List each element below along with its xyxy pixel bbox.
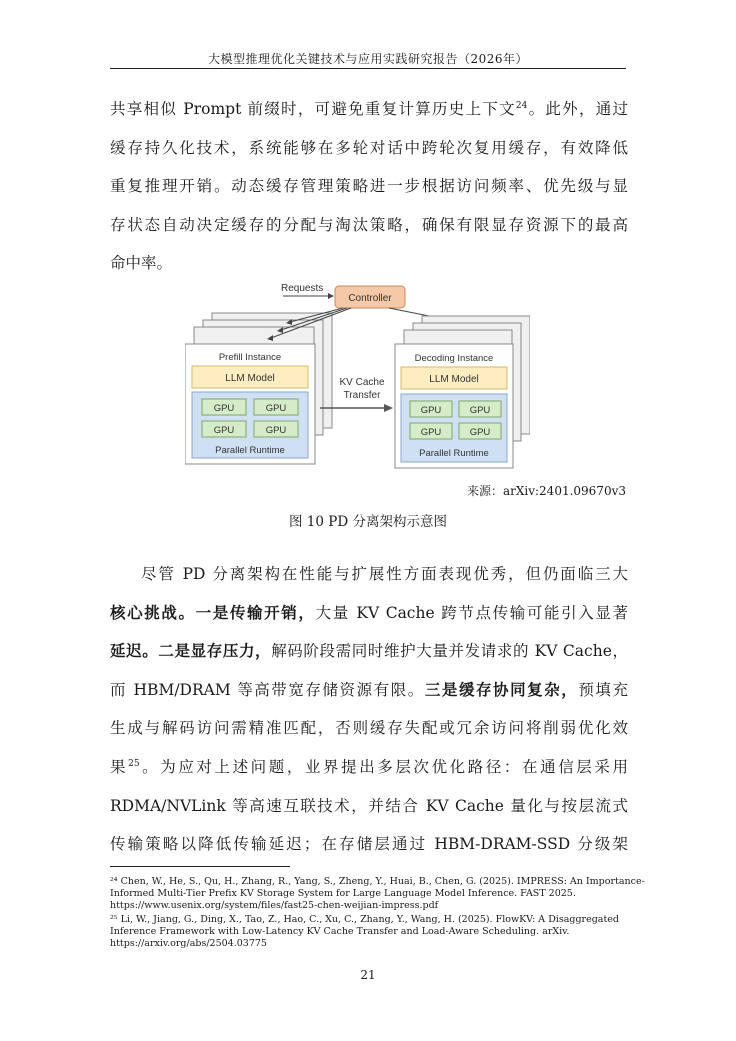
- figure-caption: 图 10 PD 分离架构示意图: [289, 514, 447, 530]
- para2-line-3: 延迟。二是显存压力，解码阶段需同时维护大量并发请求的 KV Cache，: [110, 641, 628, 661]
- svg-text:GPU: GPU: [420, 405, 442, 416]
- decoding-instance-label: Decoding Instance: [414, 353, 494, 364]
- para1-line-4: 存状态自动决定缓存的分配与淘汰策略，确保有限显存资源下的最高: [110, 215, 628, 234]
- svg-text:GPU: GPU: [420, 427, 442, 438]
- prefill-llm-model-label: LLM Model: [225, 373, 275, 384]
- decoding-runtime-label: Parallel Runtime: [419, 448, 489, 459]
- para2-line-7: RDMA/NVLink 等高速互联技术，并结合 KV Cache 量化与按层流式: [110, 796, 628, 815]
- footnote-rule: [110, 866, 290, 867]
- running-header: 大模型推理优化关键技术与应用实践研究报告（2026年）: [207, 52, 529, 66]
- prefill-runtime-label: Parallel Runtime: [215, 445, 285, 456]
- svg-text:GPU: GPU: [265, 425, 287, 436]
- prefill-instance-label: Prefill Instance: [218, 352, 282, 363]
- svg-text:GPU: GPU: [213, 403, 235, 414]
- figure-source: 来源：arXiv:2401.09670v3: [466, 484, 626, 498]
- para1-line-5: 命中率。: [110, 254, 173, 273]
- requests-label: Requests: [281, 283, 324, 294]
- svg-text:GPU: GPU: [265, 403, 287, 414]
- para1-line-2: 缓存持久化技术，系统能够在多轮对话中跨轮次复用缓存，有效降低: [110, 138, 628, 157]
- para2-line-4: 而 HBM/DRAM 等高带宽存储资源有限。三是缓存协同复杂，预填充: [110, 679, 628, 699]
- paragraph-pd-challenges: [110, 555, 628, 864]
- pd-architecture-figure: [185, 278, 530, 473]
- svg-text:GPU: GPU: [469, 405, 491, 416]
- kv-transfer-label-2: Transfer: [343, 390, 381, 401]
- footnote-25-link[interactable]: https://arxiv.org/abs/2504.03775: [110, 938, 267, 949]
- para1-line-3: 重复推理开销。动态缓存管理策略进一步根据访问频率、优先级与显: [110, 177, 628, 196]
- para2-line-1: 尽管 PD 分离架构在性能与扩展性方面表现优秀，但仍面临三大: [141, 565, 628, 583]
- kv-transfer-label-1: KV Cache: [339, 377, 385, 388]
- para2-line-2: 核心挑战。一是传输开销，大量 KV Cache 跨节点传输可能引入显著: [110, 602, 628, 622]
- para2-line-8: 传输策略以降低传输延迟；在存储层通过 HBM-DRAM-SSD 分级架: [110, 835, 628, 854]
- footnote-25: ²⁵ Li, W., Jiang, G., Ding, X., Tao, Z., Hao, C., Xu, C., Zhang, Y., Wang, H. (2025). FlowKV: A Disaggregated Inference Framework with Low-Latency KV Cache Transfer and Load-Aware Scheduling. arXiv. https://arxiv.org/abs/2504.03775: [110, 914, 630, 950]
- footnote-ref-24[interactable]: 24: [515, 100, 528, 111]
- controller-label: Controller: [348, 293, 392, 304]
- para2-line-6: 果$^{25}$。为应对上述问题，业界提出多层次优化路径：在通信层采用: [110, 757, 628, 776]
- para1-line-1: 共享相似 Prompt 前缀时，可避免重复计算历史上下文$^{24}$。此外，通过: [110, 100, 628, 118]
- footnote-24: ²⁴ Chen, W., He, S., Qu, H., Zhang, R., Yang, S., Zheng, Y., Huai, B., Chen, G. (2025). IMPRESS: An Importance- Informed Multi-Tier Prefix KV Storage System for Large Language Model Inference. FAST 2025. https://www.usenix.org/system/files/fast25-chen-weijian-impress.pdf: [110, 876, 645, 911]
- header-rule: [110, 68, 626, 69]
- decoding-llm-model-label: LLM Model: [429, 374, 479, 385]
- footnote-24-link[interactable]: https://www.usenix.org/system/files/fast25-chen-weijian-impress.pdf: [110, 900, 439, 911]
- para2-line-5: 生成与解码访问需精准匹配，否则缓存失配或冗余访问将削弱优化效: [110, 719, 628, 738]
- page-number: 21: [360, 968, 376, 982]
- paragraph-kv-cache-persistence: [110, 90, 628, 283]
- svg-text:GPU: GPU: [469, 427, 491, 438]
- svg-text:GPU: GPU: [213, 425, 235, 436]
- footnote-ref-25[interactable]: 25: [128, 758, 140, 769]
